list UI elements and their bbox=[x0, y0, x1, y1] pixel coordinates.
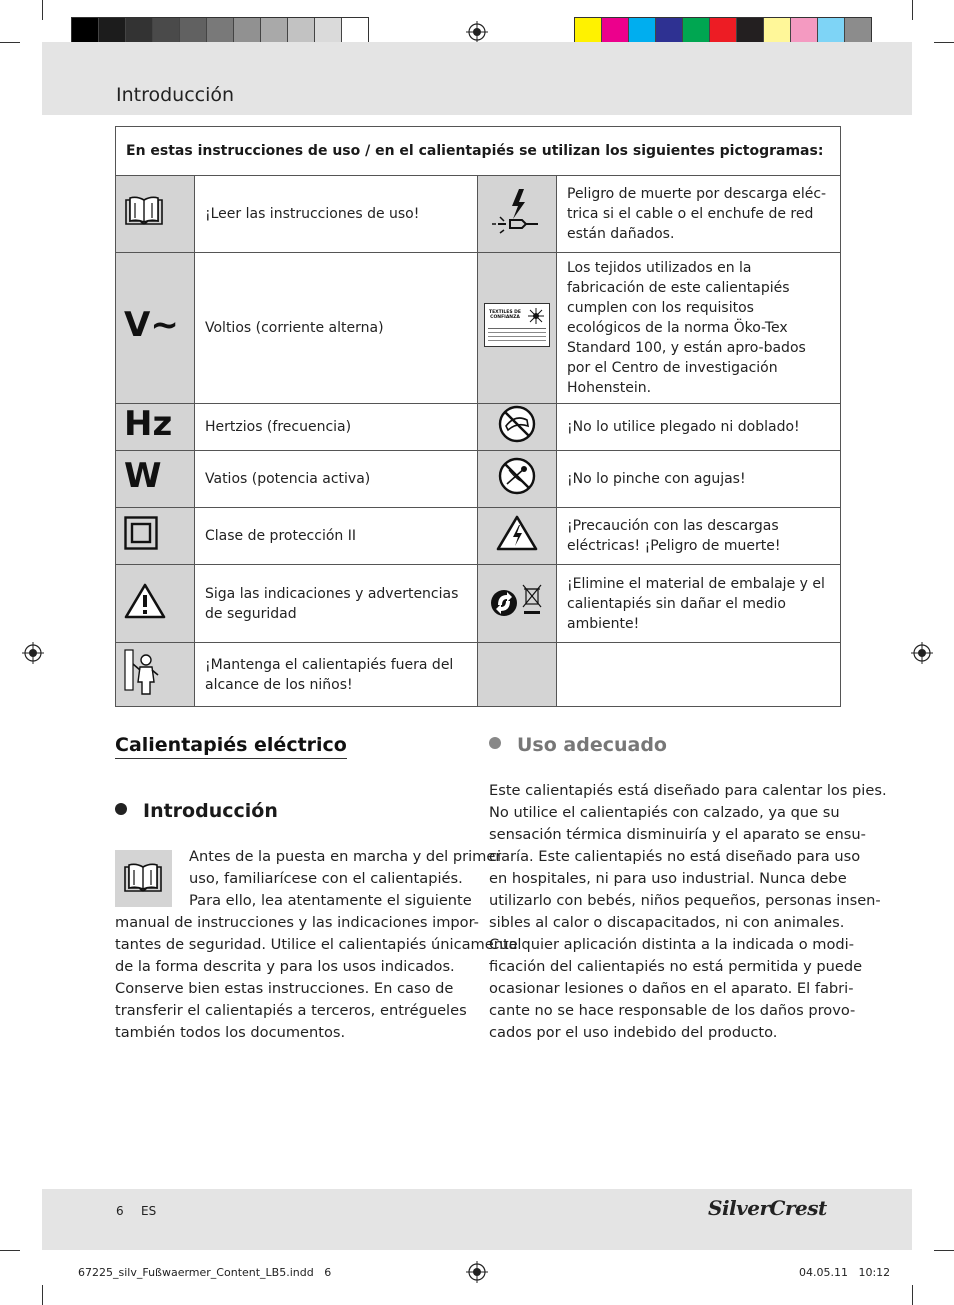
intro-line: tantes de seguridad. Utilice el calientapiés únicamente bbox=[115, 936, 518, 953]
use-line: Este calientapiés está diseñado para calentar los pies. bbox=[489, 782, 887, 799]
intro-line: uso, familiarícese con el calientapiés. bbox=[189, 870, 463, 887]
registration-mark-icon bbox=[911, 642, 933, 664]
intro-line: transferir el calientapiés a terceros, entrégueles bbox=[115, 1002, 467, 1019]
intro-line: Antes de la puesta en marcha y del primer bbox=[189, 848, 502, 865]
recycling-weee-icon bbox=[489, 583, 545, 619]
table-row bbox=[116, 508, 841, 565]
crop-mark bbox=[0, 42, 20, 43]
pictogram-text: ¡No lo utilice plegado ni doblado! bbox=[557, 404, 841, 451]
use-line: ocasionar lesiones o daños en el aparato. El fabri- bbox=[489, 980, 854, 997]
keep-away-children-icon bbox=[124, 648, 160, 696]
oeko-tex-label-icon: TEXTILES DE CONFIANZA bbox=[484, 303, 550, 347]
protection-class-ii-icon bbox=[124, 516, 158, 550]
page-number: 6 bbox=[116, 1204, 124, 1218]
watt-symbol: W bbox=[124, 455, 162, 496]
pictogram-text: Vatios (potencia activa) bbox=[195, 451, 478, 508]
pictogram-text: Voltios (corriente alterna) bbox=[195, 253, 478, 404]
language-code: ES bbox=[141, 1204, 157, 1218]
bullet-icon bbox=[489, 737, 501, 749]
pictogram-text: Clase de protección II bbox=[195, 508, 478, 565]
hertz-symbol: Hz bbox=[124, 403, 173, 444]
use-heading: Uso adecuado bbox=[489, 734, 667, 756]
registration-mark-icon bbox=[22, 642, 44, 664]
no-needles-icon bbox=[497, 456, 537, 496]
registration-mark-icon bbox=[466, 21, 488, 43]
use-line: No utilice el calientapiés con calzado, ya que su bbox=[489, 804, 840, 821]
empty-text-cell bbox=[557, 643, 841, 707]
pictogram-text: Siga las indicaciones y advertencias de seguridad bbox=[195, 565, 478, 643]
crop-mark bbox=[42, 1285, 43, 1305]
crop-mark bbox=[0, 1250, 20, 1251]
pictogram-text: ¡No lo pinche con agujas! bbox=[557, 451, 841, 508]
electric-shock-plug-icon bbox=[492, 186, 542, 236]
pictogram-text: ¡Mantenga el calientapiés fuera del alcance de los niños! bbox=[195, 643, 478, 707]
pictogram-table bbox=[115, 126, 841, 707]
crop-mark bbox=[42, 0, 43, 20]
product-title: Calientapiés eléctrico bbox=[115, 734, 347, 759]
use-line: en hospitales, ni para uso industrial. Nunca debe bbox=[489, 870, 847, 887]
book-icon bbox=[124, 194, 164, 228]
use-line: sensación térmica disminuiría y el aparato se ensu- bbox=[489, 826, 866, 843]
table-row bbox=[116, 565, 841, 643]
pictogram-text: Los tejidos utilizados en la fabricación de este calientapiés cumplen con los requisitos ecológicos de la norma Öko-Tex Standard 100, y están apro-bados por el Centro de investigación Hohenstein. bbox=[557, 253, 841, 404]
bullet-icon bbox=[115, 803, 127, 815]
pictogram-text: ¡Elimine el material de embalaje y el calientapiés sin dañar el medio ambiente! bbox=[557, 565, 841, 643]
print-timestamp: 04.05.11 10:12 bbox=[799, 1266, 891, 1279]
use-line: utilizarlo con bebés, niños pequeños, personas insen- bbox=[489, 892, 881, 909]
intro-line: también todos los documentos. bbox=[115, 1024, 346, 1041]
use-line: ciaría. Este calientapiés no está diseñado para uso bbox=[489, 848, 861, 865]
crop-mark bbox=[912, 1285, 913, 1305]
table-row bbox=[116, 451, 841, 508]
crop-mark bbox=[934, 42, 954, 43]
pictogram-text: Peligro de muerte por descarga eléc-trica si el cable o el enchufe de red están dañados. bbox=[557, 176, 841, 253]
table-row bbox=[116, 253, 841, 404]
use-line: cados por el uso indebido del producto. bbox=[489, 1024, 778, 1041]
use-line: cante no se hace responsable de los daños provo- bbox=[489, 1002, 856, 1019]
empty-icon-cell bbox=[478, 643, 557, 707]
use-line: sibles al calor o discapacitados, ni con animales. bbox=[489, 914, 845, 931]
intro-line: Para ello, lea atentamente el siguiente bbox=[189, 892, 472, 909]
manual-icon-box bbox=[115, 850, 172, 907]
no-folding-icon bbox=[497, 404, 537, 444]
volt-ac-symbol: V~ bbox=[124, 304, 179, 345]
pictogram-text: ¡Precaución con las descargas eléctricas! ¡Peligro de muerte! bbox=[557, 508, 841, 565]
table-row bbox=[116, 643, 841, 707]
book-icon bbox=[123, 861, 163, 895]
crop-mark bbox=[934, 1250, 954, 1251]
table-caption: En estas instrucciones de uso / en el calientapiés se utilizan los siguientes pictogramas: bbox=[116, 127, 841, 176]
pictogram-text: Hertzios (frecuencia) bbox=[195, 404, 478, 451]
file-name: 67225_silv_Fußwaermer_Content_LB5.indd 6 bbox=[78, 1266, 332, 1279]
page-title: Introducción bbox=[116, 84, 235, 106]
crop-mark bbox=[912, 0, 913, 20]
registration-mark-icon bbox=[466, 1261, 488, 1283]
warning-triangle-icon bbox=[124, 583, 166, 619]
brand-logo: SilverCrest bbox=[708, 1196, 827, 1220]
use-line: Cualquier aplicación distinta a la indicada o modi- bbox=[489, 936, 855, 953]
electric-warning-icon bbox=[496, 515, 538, 551]
intro-heading: Introducción bbox=[115, 800, 278, 822]
pictogram-text: ¡Leer las instrucciones de uso! bbox=[195, 176, 478, 253]
intro-line: de la forma descrita y para los usos indicados. bbox=[115, 958, 455, 975]
intro-line: manual de instrucciones y las indicaciones impor- bbox=[115, 914, 479, 931]
table-row bbox=[116, 404, 841, 451]
intro-line: Conserve bien estas instrucciones. En caso de bbox=[115, 980, 454, 997]
table-row bbox=[116, 176, 841, 253]
use-line: ficación del calientapiés no está permitida y puede bbox=[489, 958, 863, 975]
